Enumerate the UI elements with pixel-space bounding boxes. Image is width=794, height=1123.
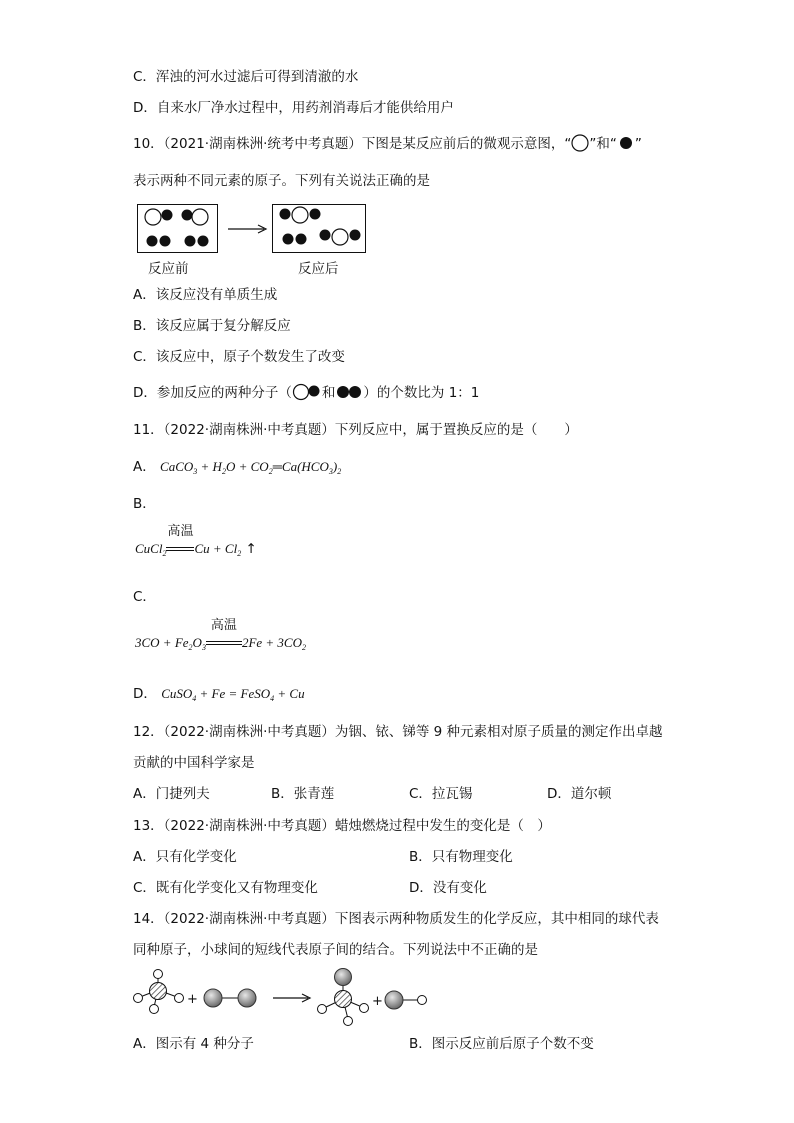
q14-stem-line2: 同种原子，小球间的短线代表原子间的结合。下列说法中不正确的是 — [133, 942, 538, 958]
q10-option-c: C．该反应中，原子个数发生了改变 — [133, 349, 345, 365]
q9-option-c: C．浑浊的河水过滤后可得到清澈的水 — [133, 69, 359, 85]
solid-solid-molecule-icon — [335, 384, 363, 400]
q11-equation-c: $3CO + Fe_2O_3$ 高温 $2Fe + 3CO_2$ — [135, 618, 306, 652]
label-before: 反应前 — [148, 261, 189, 277]
reaction-before-diagram — [137, 204, 219, 254]
q11-equation-b: CuCl$_2$ 高温 $Cu + Cl_2$ ↑ — [135, 524, 257, 558]
q11-equation-a: CaCO$_3$ + $H_2O$ + $CO_2═Ca(HCO_3)_2$ — [160, 459, 342, 476]
q12-option-b: B．张青莲 — [271, 786, 335, 802]
q9-option-d: D．自来水厂净水过程中，用药剂消毒后才能供给用户 — [133, 100, 454, 116]
q11-stem: 11．（2022·湖南株洲·中考真题）下列反应中，属于置换反应的是（ ） — [133, 422, 578, 438]
q13-option-c: C．既有化学变化又有物理变化 — [133, 880, 318, 896]
q12-option-a: A．门捷列夫 — [133, 786, 210, 802]
q12-option-d: D．道尔顿 — [547, 786, 612, 802]
svg-text:+: + — [187, 992, 198, 1007]
q11-option-a: A． CaCO$_3$ + $H_2O$ + $CO_2═Ca(HCO_3)_2$ — [133, 459, 342, 476]
q12-stem-line1: 12．（2022·湖南株洲·中考真题）为铟、铱、锑等 9 种元素相对原子质量的测定作出卓越 — [133, 724, 663, 740]
reaction-arrow — [228, 224, 268, 234]
q10-option-a: A．该反应没有单质生成 — [133, 287, 278, 303]
q14-option-a: A．图示有 4 种分子 — [133, 1036, 254, 1052]
q11-option-b-label: B． — [133, 496, 156, 512]
q10-option-d: D．参加反应的两种分子（ 和 ）的个数比为 1：1 — [133, 385, 480, 401]
q10-stem-line1: 10．（2021·湖南株洲·统考中考真题）下图是某反应前后的微观示意图，“ ”和“ ” — [133, 136, 642, 152]
q11-option-c-label: C． — [133, 589, 156, 605]
hollow-solid-molecule-icon — [292, 384, 322, 400]
q10-stem-line2: 表示两种不同元素的原子。下列有关说法正确的是 — [133, 173, 430, 189]
q14-option-b: B．图示反应前后原子个数不变 — [409, 1036, 594, 1052]
q11-option-d: D． CuSO$_4$ + Fe = FeSO$_4$ + Cu — [133, 686, 305, 703]
q13-stem: 13．（2022·湖南株洲·中考真题）蜡烛燃烧过程中发生的变化是（ ） — [133, 818, 551, 834]
svg-text:+: + — [372, 994, 383, 1009]
q13-option-a: A．只有化学变化 — [133, 849, 237, 865]
reaction-after-diagram — [272, 204, 367, 254]
q12-option-c: C．拉瓦锡 — [409, 786, 473, 802]
hollow-circle-icon — [571, 134, 589, 152]
q13-option-d: D．没有变化 — [409, 880, 487, 896]
label-after: 反应后 — [298, 261, 339, 277]
q12-stem-line2: 贡献的中国科学家是 — [133, 755, 255, 771]
q13-option-b: B．只有物理变化 — [409, 849, 513, 865]
q14-stem-line1: 14．（2022·湖南株洲·中考真题）下图表示两种物质发生的化学反应，其中相同的球代表 — [133, 911, 659, 927]
q10-option-b: B．该反应属于复分解反应 — [133, 318, 291, 334]
solid-circle-icon — [619, 136, 633, 150]
molecule-reaction-diagram — [130, 965, 430, 1029]
q11-equation-d: CuSO$_4$ + Fe = FeSO$_4$ + Cu — [161, 686, 305, 703]
